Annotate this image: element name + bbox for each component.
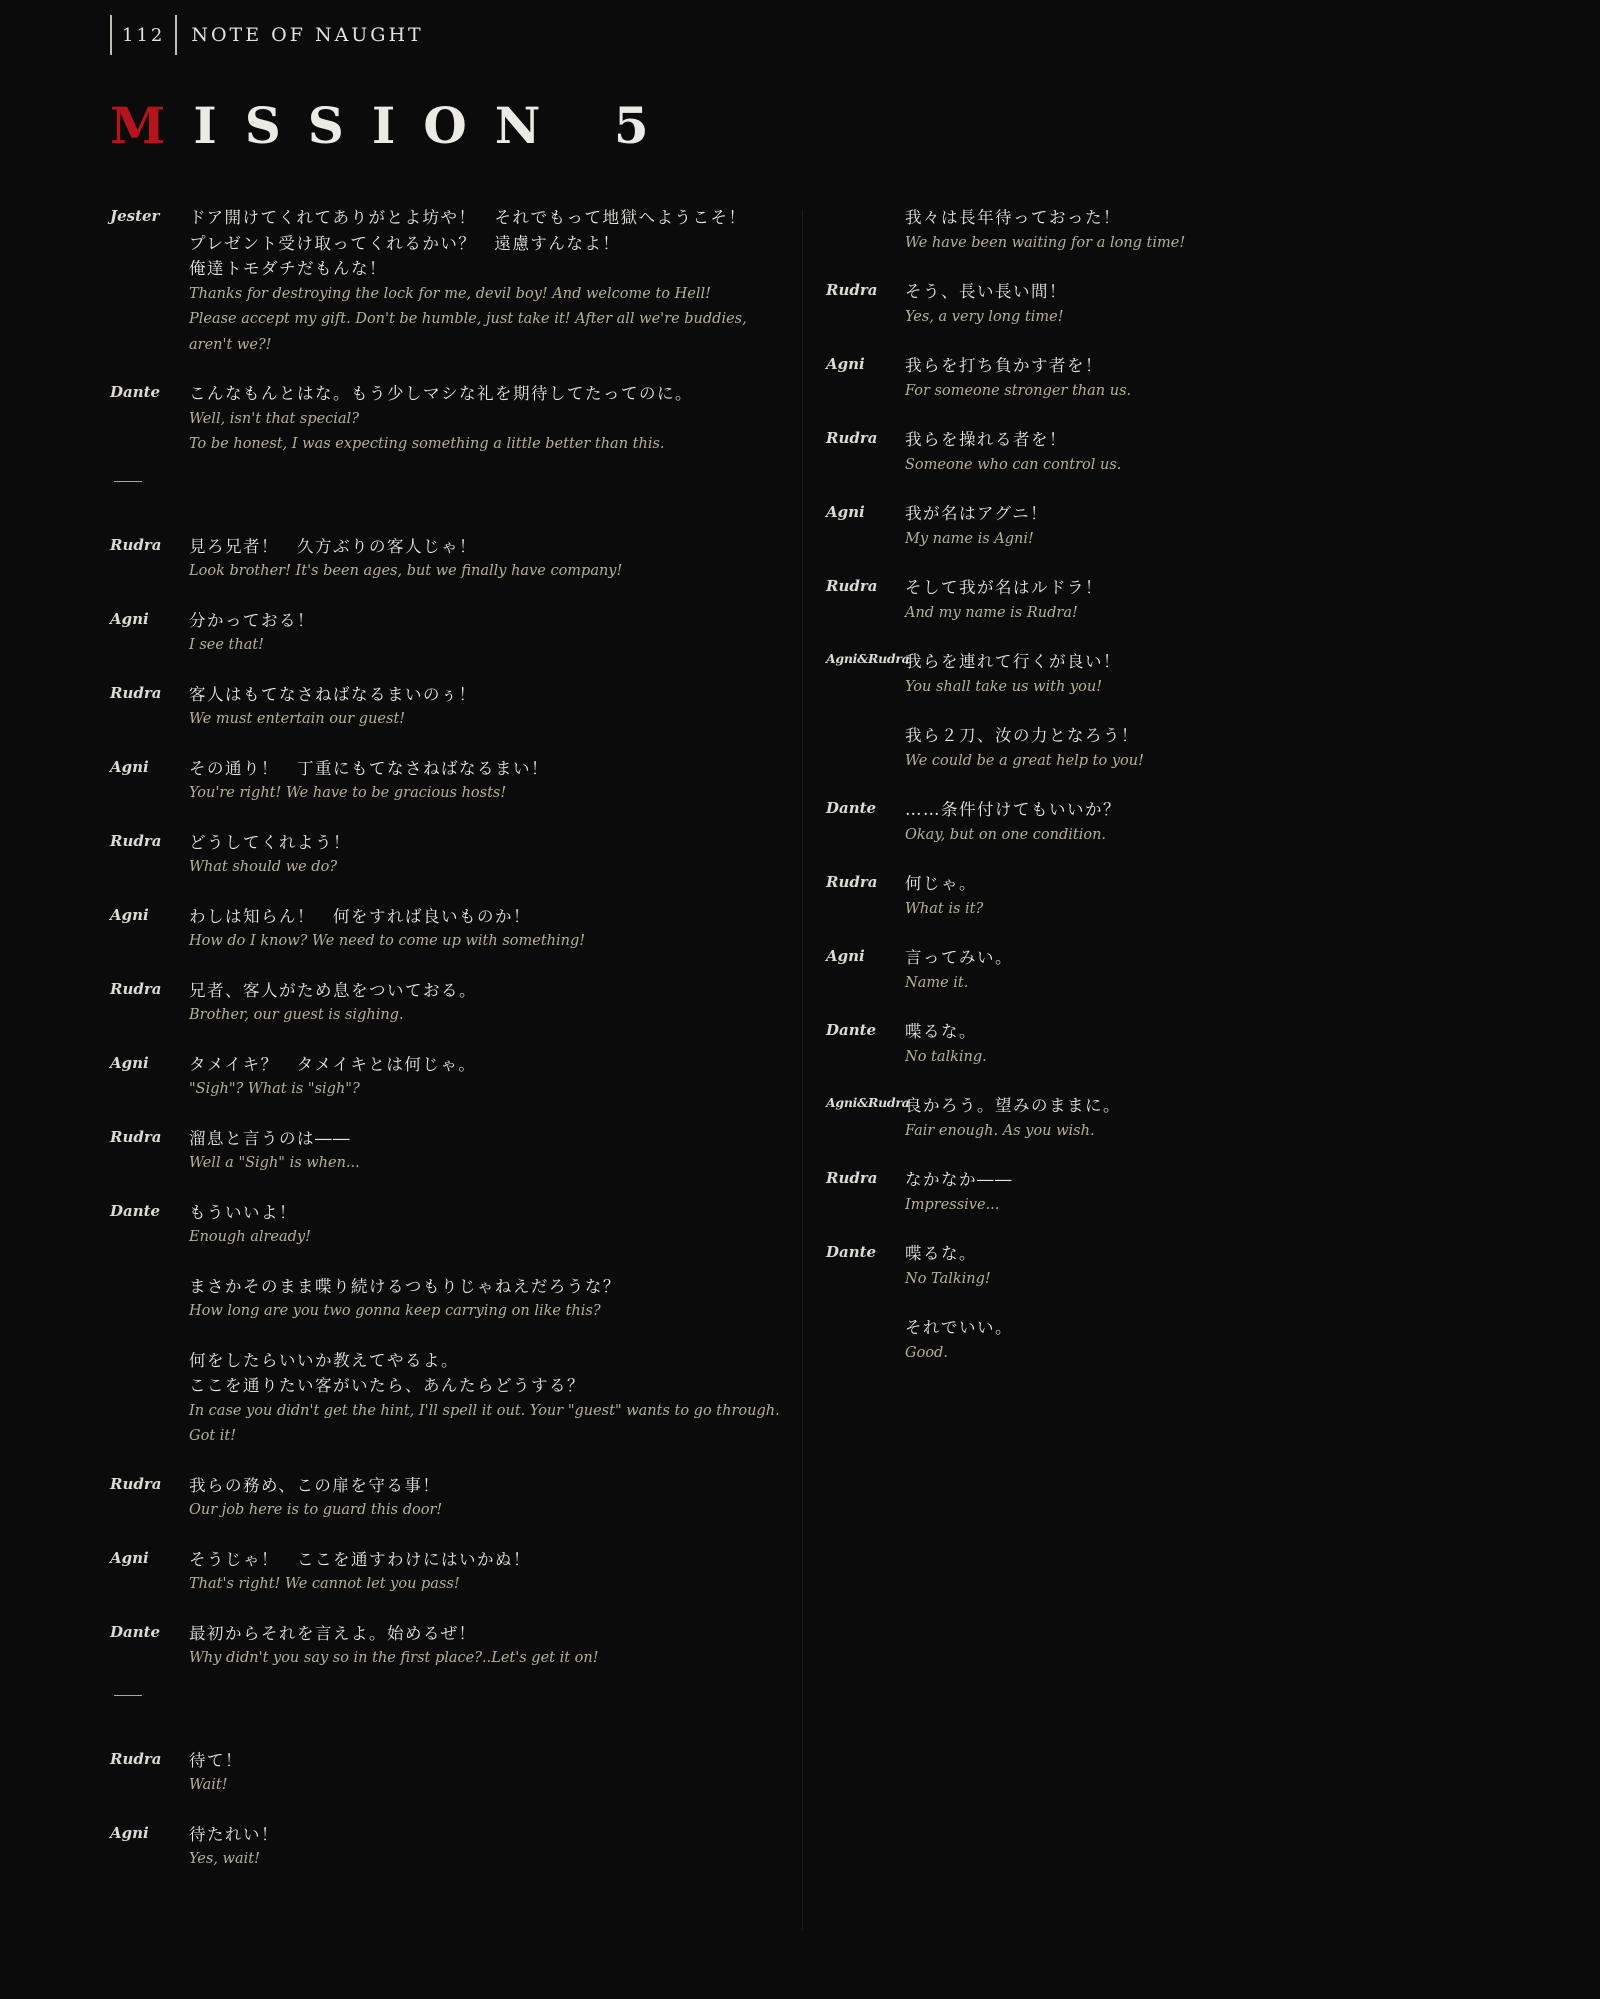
speaker-name: Jester [110, 207, 160, 225]
speaker-name: Dante [826, 1021, 877, 1039]
english-line: We have been waiting for a long time! [905, 234, 1186, 251]
speaker-name: Rudra [110, 1127, 162, 1146]
english-line: You shall take us with you! [905, 678, 1103, 695]
english-line: Someone who can control us. [905, 456, 1122, 473]
english-line: To be honest, I was expecting something a little better than this. [189, 436, 665, 452]
english-line: Good. [905, 1344, 948, 1361]
japanese-line: 最初からそれを言えよ。始めるぜ！ [189, 1623, 477, 1643]
japanese-line: そして我が名はルドラ！ [905, 578, 1103, 597]
japanese-line: 分かっておる！ [189, 610, 315, 630]
mission-title-rest: ISSION 5 [193, 96, 677, 155]
speaker-name: Dante [110, 383, 161, 401]
english-line: Yes, a very long time! [905, 308, 1064, 325]
japanese-line: そう、長い長い間！ [905, 282, 1067, 301]
japanese-line: それでいい。 [905, 1318, 1013, 1337]
speaker-name: Agni [826, 355, 865, 373]
english-line: Thanks for destroying the lock for me, devil boy! And welcome to Hell! [189, 285, 711, 302]
english-line: My name is Agni! [905, 530, 1034, 547]
english-line: For someone stronger than us. [905, 382, 1132, 399]
speaker-name: Rudra [110, 1474, 162, 1493]
speaker-name: Agni [110, 905, 149, 924]
speaker-name: Agni [826, 947, 865, 965]
japanese-line: 良かろう。望みのままに。 [905, 1096, 1121, 1115]
english-line: aren't we?! [189, 336, 272, 353]
speaker-name: Rudra [826, 281, 878, 299]
japanese-line: 待て！ [189, 1750, 243, 1770]
japanese-line: 俺達トモダチだもんな！ [189, 259, 387, 278]
speaker-name: Agni [826, 503, 865, 521]
dialogue-entry [110, 1274, 790, 1325]
dialogue-entry [110, 1126, 790, 1177]
dialogue-entry [826, 279, 1466, 330]
column-divider [802, 210, 803, 1930]
left-dialogue-column [110, 205, 790, 1896]
english-line: In case you didn't get the hint, I'll spell it out. Your "guest" wants to go through. [189, 1402, 780, 1419]
japanese-line: 何じゃ。 [905, 874, 977, 893]
english-line: And my name is Rudra! [905, 604, 1078, 621]
dialogue-entry [826, 1019, 1466, 1070]
japanese-line: 待たれい！ [189, 1824, 279, 1844]
japanese-line: まさかそのまま喋り続けるつもりじゃねえだろうな？ [189, 1276, 621, 1296]
english-line: We must entertain our guest! [189, 711, 406, 727]
japanese-line: 我ら２刀、汝の力となろう！ [905, 726, 1139, 745]
english-line: Name it. [905, 974, 969, 991]
japanese-line: 客人はもてなさねばなるまいのぅ！ [189, 684, 477, 704]
speaker-name: Agni [110, 609, 149, 628]
english-line: Okay, but on one condition. [905, 826, 1107, 843]
japanese-line: プレゼント受け取ってくれるかい？ 遠慮すんなよ！ [189, 233, 621, 253]
page-number: 112 [122, 24, 166, 46]
english-line: Wait! [189, 1777, 228, 1793]
english-line: I see that! [189, 637, 265, 653]
speaker-name: Agni [110, 1823, 149, 1842]
english-line: No talking. [905, 1048, 987, 1065]
japanese-line: 喋るな。 [905, 1244, 977, 1263]
speaker-name: Dante [826, 1243, 877, 1261]
japanese-line: こんなもんとはな。もう少しマシな礼を期待してたってのに。 [189, 384, 693, 403]
english-line: What is it? [905, 900, 984, 917]
japanese-line: ……条件付けてもいいか？ [905, 800, 1121, 819]
english-line: We could be a great help to you! [905, 752, 1144, 769]
dialogue-entry [110, 1200, 790, 1251]
dialogue-entry [826, 205, 1466, 256]
japanese-line: 溜息と言うのは―― [189, 1128, 351, 1148]
japanese-line: 我らを連れて行くが良い！ [905, 652, 1121, 671]
japanese-line: 我らを打ち負かす者を！ [905, 356, 1103, 375]
japanese-line: わしは知らん！ 何をすれば良いものか！ [189, 906, 531, 926]
dialogue-entry [110, 904, 790, 955]
dialogue-entry [826, 501, 1466, 552]
dialogue-entry [826, 797, 1466, 848]
dialogue-entry [110, 1621, 790, 1672]
japanese-line: その通り！ 丁重にもてなさねばなるまい！ [189, 758, 549, 778]
scene-break-dash [114, 481, 142, 482]
dialogue-entry [110, 682, 790, 733]
speaker-name: Rudra [826, 873, 878, 891]
dialogue-entry [826, 649, 1466, 700]
speaker-name: Dante [826, 799, 877, 817]
dialogue-entry [826, 427, 1466, 478]
dialogue-entry [110, 830, 790, 881]
english-line: No Talking! [905, 1270, 991, 1287]
dialogue-entry [110, 1348, 790, 1450]
dialogue-entry [110, 1547, 790, 1598]
speaker-name: Agni&Rudra [826, 1095, 910, 1110]
japanese-line: そうじゃ！ ここを通すわけにはいかぬ！ [189, 1549, 531, 1569]
speaker-name: Dante [110, 1201, 161, 1220]
english-line: Brother, our guest is sighing. [189, 1007, 404, 1023]
dialogue-entry [826, 1093, 1466, 1144]
english-line: What should we do? [189, 859, 338, 875]
dialogue-entry [826, 1167, 1466, 1218]
speaker-name: Rudra [826, 1169, 878, 1187]
speaker-name: Rudra [110, 831, 162, 850]
english-line: Look brother! It's been ages, but we finally have company! [189, 563, 623, 579]
japanese-line: もういいよ！ [189, 1202, 297, 1222]
japanese-line: 我々は長年待っておった！ [905, 208, 1121, 227]
speaker-name: Rudra [110, 1749, 162, 1768]
mission-initial: M [110, 96, 194, 155]
english-line: You're right! We have to be gracious hosts! [189, 785, 507, 801]
dialogue-entry [826, 1241, 1466, 1292]
japanese-line: タメイキ？ タメイキとは何じゃ。 [189, 1054, 477, 1074]
japanese-line: 喋るな。 [905, 1022, 977, 1041]
dialogue-entry [110, 1052, 790, 1103]
speaker-name: Rudra [110, 535, 162, 554]
mission-heading [110, 96, 677, 155]
speaker-name: Dante [110, 1622, 161, 1641]
dialogue-entry [110, 756, 790, 807]
dialogue-entry [826, 723, 1466, 774]
speaker-name: Rudra [826, 429, 878, 447]
english-line: Well a "Sigh" is when... [189, 1155, 360, 1171]
speaker-name: Rudra [110, 683, 162, 702]
japanese-line: 我が名はアグニ！ [905, 504, 1049, 523]
dialogue-entry [826, 1315, 1466, 1366]
english-line: Yes, wait! [189, 1851, 260, 1867]
running-header [110, 14, 424, 56]
english-line: Impressive... [905, 1196, 1000, 1213]
dialogue-entry [110, 534, 790, 585]
english-line: "Sigh"? What is "sigh"? [189, 1081, 360, 1097]
dialogue-entry [826, 575, 1466, 626]
japanese-line: ここを通りたい客がいたら、あんたらどうする？ [189, 1376, 585, 1395]
dialogue-entry [110, 381, 790, 458]
dialogue-entry [826, 871, 1466, 922]
dialogue-entry [110, 1822, 790, 1873]
english-line: That's right! We cannot let you pass! [189, 1576, 460, 1592]
right-dialogue-column [826, 205, 1466, 1389]
japanese-line: なかなか―― [905, 1170, 1013, 1189]
english-line: Fair enough. As you wish. [905, 1122, 1095, 1139]
dialogue-entry [110, 1748, 790, 1799]
speaker-name: Agni [110, 1053, 149, 1072]
dialogue-entry [110, 608, 790, 659]
dialogue-entry [110, 978, 790, 1029]
japanese-line: 見ろ兄者！ 久方ぶりの客人じゃ！ [189, 536, 477, 556]
english-line: Please accept my gift. Don't be humble, just take it! After all we're buddies, [189, 311, 747, 327]
speaker-name: Rudra [826, 577, 878, 595]
speaker-name: Agni&Rudra [826, 651, 910, 666]
japanese-line: 兄者、客人がため息をついておる。 [189, 980, 477, 1000]
scene-break-dash [114, 1695, 142, 1696]
japanese-line: 何をしたらいいか教えてやるよ。 [189, 1350, 459, 1370]
english-line: Our job here is to guard this door! [189, 1502, 443, 1518]
japanese-line: 言ってみい。 [905, 948, 1013, 967]
english-line: Why didn't you say so in the first place?..Let's get it on! [189, 1650, 599, 1666]
english-line: Got it! [189, 1428, 237, 1444]
english-line: Well, isn't that special? [189, 410, 359, 427]
dialogue-entry [826, 945, 1466, 996]
english-line: How long are you two gonna keep carrying on like this? [189, 1303, 601, 1319]
speaker-name: Agni [110, 757, 149, 776]
book-title: NOTE OF NAUGHT [191, 24, 424, 46]
japanese-line: どうしてくれよう！ [189, 832, 351, 852]
english-line: How do I know? We need to come up with something! [189, 933, 586, 949]
japanese-line: 我らを操れる者を！ [905, 430, 1067, 449]
speaker-name: Rudra [110, 979, 162, 998]
english-line: Enough already! [189, 1229, 311, 1245]
japanese-line: ドア開けてくれてありがとよ坊や！ それでもって地獄へようこそ！ [189, 208, 747, 227]
dialogue-entry [110, 205, 790, 358]
dialogue-entry [110, 1473, 790, 1524]
speaker-name: Agni [110, 1548, 149, 1567]
dialogue-entry [826, 353, 1466, 404]
japanese-line: 我らの務め、この扉を守る事！ [189, 1475, 441, 1495]
